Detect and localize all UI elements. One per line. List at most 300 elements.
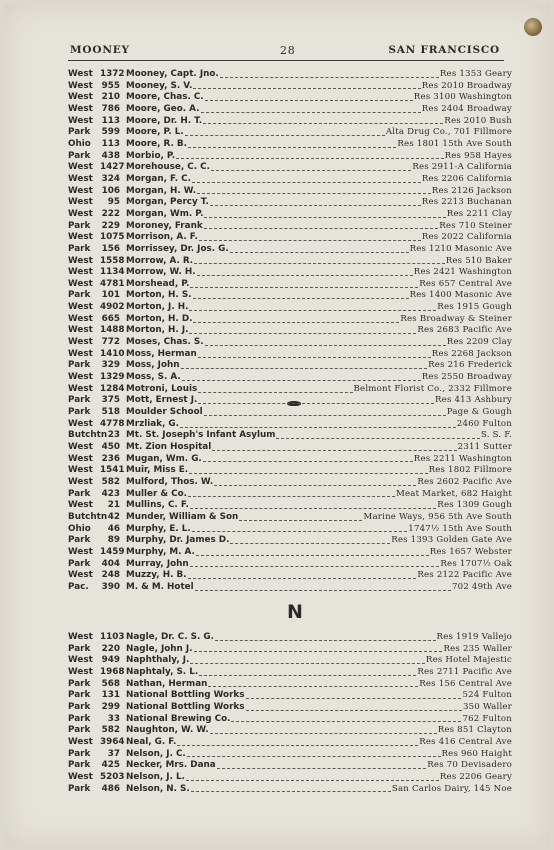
phone-number: 5203	[100, 771, 125, 782]
phone-number: 786	[101, 103, 120, 114]
listing-row	[68, 197, 512, 209]
exchange-name: Park	[68, 407, 91, 418]
listing-row	[68, 535, 512, 547]
dot-leader	[192, 530, 408, 532]
phone-number: 210	[101, 92, 120, 103]
dot-leader	[230, 542, 390, 544]
address: Res 1393 Golden Gate Ave	[391, 535, 512, 546]
listing-row	[68, 372, 512, 384]
exchange-name: West	[68, 302, 93, 313]
subscriber-name: Morrow, A. R.	[126, 255, 194, 266]
subscriber-name: Mugan, Wm. G.	[126, 453, 202, 464]
phone-number: 248	[101, 570, 120, 581]
phone-number: 772	[101, 337, 120, 348]
dot-leader	[204, 227, 439, 229]
address: Res 960 Haight	[441, 748, 512, 759]
exchange-name: West	[68, 337, 93, 348]
address: 762 Fulton	[462, 713, 512, 724]
address: Res 1802 Fillmore	[428, 465, 512, 476]
listing-row	[68, 690, 512, 702]
address: Res 2209 Clay	[446, 337, 512, 348]
dot-leader	[198, 391, 352, 393]
dot-leader	[182, 379, 421, 381]
dot-leader	[214, 484, 416, 486]
subscriber-name: Naphtaly, S. L.	[126, 666, 199, 677]
exchange-name: West	[68, 185, 93, 196]
address: Res 710 Steiner	[439, 220, 512, 231]
subscriber-name: Mulford, Thos. W.	[126, 476, 214, 487]
subscriber-name: Morgan, Wm. P.	[126, 208, 204, 219]
subscriber-name: Morbio, P.	[126, 150, 176, 161]
subscriber-name: Mt. Zion Hospital	[126, 442, 212, 452]
listing-row	[68, 325, 512, 337]
subscriber-name: Mt. St. Joseph's Infant Asylum	[126, 430, 276, 441]
exchange-name: West	[68, 232, 93, 243]
phone-number: 1541	[100, 465, 125, 476]
listing-row	[68, 69, 512, 81]
listing-row	[68, 679, 512, 691]
subscriber-name: Morgan, F. C.	[126, 173, 191, 184]
exchange-name: West	[68, 383, 93, 394]
phone-number: 23	[107, 430, 120, 441]
phone-number: 1968	[100, 666, 125, 677]
address: Res Hotel Majestic	[425, 655, 512, 666]
subscriber-name: Moore, Dr. H. T.	[126, 115, 203, 126]
exchange-name: West	[68, 313, 93, 324]
listing-row	[68, 174, 512, 186]
subscriber-name: Muir, Miss E.	[126, 465, 189, 476]
listing-row	[68, 302, 512, 314]
listing-row	[68, 632, 512, 644]
listing-row	[68, 256, 512, 268]
address: 2311 Sutter	[457, 442, 512, 452]
address: S. S. F.	[480, 430, 512, 441]
phone-number: 21	[107, 500, 120, 511]
exchange-name: West	[68, 103, 93, 114]
listing-row	[68, 655, 512, 667]
exchange-name: West	[68, 736, 93, 747]
address: Res 1801 15th Ave South	[397, 138, 512, 149]
dot-leader	[190, 565, 440, 567]
dot-leader	[193, 321, 399, 323]
exchange-name: West	[68, 348, 93, 359]
address: Res 1657 Webster	[429, 546, 512, 557]
subscriber-name: Moulder School	[126, 407, 203, 418]
listing-row	[68, 232, 512, 244]
phone-number: 423	[101, 488, 120, 499]
address: Res 2010 Broadway	[421, 80, 512, 91]
listing-row	[68, 139, 512, 151]
phone-number: 37	[107, 748, 120, 759]
exchange-name: West	[68, 278, 93, 289]
listing-row	[68, 644, 512, 656]
phone-number: 46	[107, 523, 120, 534]
dot-leader	[197, 192, 431, 194]
address: Res 1919 Vallejo	[436, 632, 512, 642]
subscriber-name: Moss, Herman	[126, 348, 197, 359]
dot-leader	[210, 732, 437, 734]
address: 524 Fulton	[462, 690, 512, 701]
address: Res 2602 Pacific Ave	[417, 476, 512, 487]
subscriber-name: National Bottling Works	[126, 690, 245, 701]
exchange-name: West	[68, 92, 93, 103]
dot-leader	[208, 685, 418, 687]
address: Res 2911-A California	[412, 162, 512, 173]
staple-mark	[524, 18, 542, 36]
phone-number: 33	[107, 713, 120, 724]
listing-row	[68, 92, 512, 104]
subscriber-name: Morgan, Percy T.	[126, 197, 209, 208]
subscriber-name: Murphy, E. L.	[126, 523, 191, 534]
phone-number: 582	[101, 476, 120, 487]
dot-leader	[220, 76, 439, 78]
header-city: SAN FRANCISCO	[388, 44, 500, 56]
phone-number: 1134	[100, 267, 125, 278]
exchange-name: Park	[68, 220, 91, 231]
address: Res 2022 California	[421, 232, 512, 243]
subscriber-name: Nelson, J. L.	[126, 771, 185, 782]
section-letter: N	[287, 601, 303, 623]
exchange-name: Park	[68, 243, 91, 254]
exchange-name: West	[68, 197, 93, 208]
phone-number: 450	[101, 442, 120, 452]
address: Res 2206 California	[421, 173, 512, 184]
listing-row	[68, 702, 512, 714]
address: Res 510 Baker	[445, 255, 512, 266]
phone-number: 568	[101, 678, 120, 689]
dot-leader	[217, 767, 427, 769]
dot-leader	[212, 449, 456, 451]
exchange-name: Ohio	[68, 138, 91, 149]
subscriber-name: Moore, P. L.	[126, 127, 184, 138]
phone-number: 4781	[100, 278, 125, 289]
dot-leader	[205, 344, 446, 346]
dot-leader	[196, 554, 429, 556]
subscriber-name: Naphthaly, J.	[126, 655, 190, 666]
address: Res 2421 Washington	[413, 267, 512, 278]
subscriber-name: Morgan, H. W.	[126, 185, 197, 196]
phone-number: 220	[101, 643, 120, 654]
listing-row	[68, 772, 512, 784]
subscriber-name: Moore, Geo. A.	[126, 103, 200, 114]
dot-leader	[180, 426, 456, 428]
listing-row	[68, 209, 512, 221]
dot-leader	[187, 755, 441, 757]
subscriber-name: Mullins, C. F.	[126, 500, 189, 511]
subscriber-name: Nagle, John J.	[126, 643, 193, 654]
exchange-name: West	[68, 546, 93, 557]
listing-row	[68, 162, 512, 174]
exchange-name: West	[68, 80, 93, 91]
address: Res 2126 Jackson	[431, 185, 512, 196]
address: Res 70 Devisadero	[427, 760, 512, 771]
exchange-name: West	[68, 476, 93, 487]
listing-row	[68, 419, 512, 431]
subscriber-name: Motroni, Louis	[126, 383, 198, 394]
address: Res 2122 Pacific Ave	[417, 570, 512, 581]
address: Res 2206 Geary	[439, 771, 512, 782]
header-rule	[68, 60, 504, 61]
listing-row	[68, 384, 512, 396]
phone-number: 1459	[100, 546, 125, 557]
subscriber-name: Morton, H. J.	[126, 325, 189, 336]
exchange-name: Butchtn	[68, 430, 108, 441]
subscriber-name: Muller & Co.	[126, 488, 187, 499]
subscriber-name: Mott, Ernest J.	[126, 395, 198, 406]
listing-row	[68, 714, 512, 726]
dot-leader	[194, 262, 445, 264]
exchange-name: West	[68, 69, 93, 79]
subscriber-name: Murphy, M. A.	[126, 546, 195, 557]
listing-row	[68, 784, 512, 796]
exchange-name: Park	[68, 725, 91, 736]
listing-row	[68, 725, 512, 737]
dot-leader	[189, 332, 416, 334]
exchange-name: West	[68, 267, 93, 278]
address: 2460 Fulton	[456, 418, 512, 429]
exchange-name: Park	[68, 150, 91, 161]
exchange-name: Park	[68, 690, 91, 701]
dot-leader	[211, 169, 411, 171]
listing-m-section	[68, 69, 512, 594]
exchange-name: West	[68, 500, 93, 511]
dot-leader	[194, 650, 443, 652]
phone-number: 949	[101, 655, 120, 666]
subscriber-name: Morehouse, C. C.	[126, 162, 210, 173]
phone-number: 229	[101, 220, 120, 231]
listing-row	[68, 547, 512, 559]
exchange-name: West	[68, 666, 93, 677]
exchange-name: Park	[68, 678, 91, 689]
phone-number: 3964	[100, 736, 125, 747]
subscriber-name: Morrissey, Dr. Jos. G.	[126, 243, 229, 254]
subscriber-name: Mooney, S. V.	[126, 80, 193, 91]
exchange-name: Park	[68, 701, 91, 712]
address: Res 416 Central Ave	[419, 736, 512, 747]
dot-leader	[186, 779, 439, 781]
listing-row	[68, 349, 512, 361]
dot-leader	[246, 697, 462, 699]
dot-leader	[199, 674, 416, 676]
address: Res 1210 Masonic Ave	[409, 243, 512, 254]
address: Res 2711 Pacific Ave	[417, 666, 512, 677]
phone-number: 236	[101, 453, 120, 464]
listing-row	[68, 186, 512, 198]
phone-number: 375	[101, 395, 120, 406]
dot-leader	[203, 122, 443, 124]
exchange-name: West	[68, 771, 93, 782]
phone-number: 425	[101, 760, 120, 771]
subscriber-name: Moses, Chas. S.	[126, 337, 204, 348]
dot-leader	[197, 274, 413, 276]
address: Res 2010 Bush	[444, 115, 512, 126]
dot-leader	[230, 251, 409, 253]
page-number: 28	[280, 44, 296, 57]
dot-leader	[190, 286, 418, 288]
exchange-name: West	[68, 173, 93, 184]
dot-leader	[195, 589, 451, 591]
phone-number: 1410	[100, 348, 125, 359]
address: Res 235 Waller	[443, 643, 512, 654]
dot-leader	[193, 297, 409, 299]
listing-row	[68, 221, 512, 233]
dot-leader	[191, 790, 391, 792]
phone-number: 582	[101, 725, 120, 736]
dot-leader	[188, 577, 417, 579]
address: Alta Drug Co., 701 Fillmore	[385, 127, 512, 138]
dot-leader	[190, 662, 425, 664]
dot-leader	[204, 216, 445, 218]
dot-leader	[198, 356, 431, 358]
listing-row	[68, 454, 512, 466]
listing-row	[68, 314, 512, 326]
listing-row	[68, 267, 512, 279]
phone-number: 101	[101, 290, 120, 301]
exchange-name: Park	[68, 535, 91, 546]
subscriber-name: Morton, H. S.	[126, 290, 192, 301]
dot-leader	[210, 204, 421, 206]
phone-number: 1284	[100, 383, 125, 394]
address: Res 156 Central Ave	[419, 678, 512, 689]
phone-number: 156	[101, 243, 120, 254]
phone-number: 665	[101, 313, 120, 324]
subscriber-name: Moore, Chas. C.	[126, 92, 204, 103]
exchange-name: Park	[68, 360, 91, 371]
exchange-name: West	[68, 442, 93, 452]
dot-leader	[276, 437, 480, 439]
subscriber-name: Mooney, Capt. Jno.	[126, 69, 219, 79]
phone-number: 1427	[100, 162, 125, 173]
listing-row	[68, 465, 512, 477]
phone-number: 4902	[100, 302, 125, 313]
subscriber-name: Morrow, W. H.	[126, 267, 196, 278]
listing-row	[68, 104, 512, 116]
listing-n-section	[68, 632, 512, 795]
listing-row	[68, 360, 512, 372]
phone-number: 486	[101, 783, 120, 794]
subscriber-name: National Bottling Works	[126, 701, 245, 712]
address: Res 1915 Gough	[437, 302, 512, 313]
phone-number: 599	[101, 127, 120, 138]
subscriber-name: Nelson, N. S.	[126, 783, 190, 794]
exchange-name: Park	[68, 783, 91, 794]
phone-number: 1103	[100, 632, 125, 642]
exchange-name: West	[68, 162, 93, 173]
phone-number: 42	[107, 511, 120, 522]
address: Res 2211 Washington	[413, 453, 512, 464]
phone-number: 89	[107, 535, 120, 546]
listing-row	[68, 407, 512, 419]
dot-leader	[231, 720, 461, 722]
address: Res 1309 Gough	[437, 500, 512, 511]
subscriber-name: Morrison, A. F.	[126, 232, 198, 243]
listing-row	[68, 430, 512, 442]
exchange-name: West	[68, 255, 93, 266]
page-header	[70, 42, 500, 62]
listing-row	[68, 395, 512, 407]
subscriber-name: Murray, John	[126, 558, 189, 569]
address: Belmont Florist Co., 2332 Fillmore	[353, 383, 512, 394]
subscriber-name: Nelson, J. C.	[126, 748, 186, 759]
phone-number: 113	[101, 115, 120, 126]
dot-leader	[215, 639, 436, 641]
address: Res 2211 Clay	[446, 208, 512, 219]
address: Res 2268 Jackson	[431, 348, 512, 359]
listing-row	[68, 81, 512, 93]
exchange-name: West	[68, 655, 93, 666]
subscriber-name: Neal, G. F.	[126, 736, 177, 747]
header-guide-word: MOONEY	[70, 44, 130, 56]
dot-leader	[189, 472, 427, 474]
listing-row	[68, 489, 512, 501]
subscriber-name: Munder, William & Son	[126, 511, 239, 522]
listing-row	[68, 244, 512, 256]
phone-number: 955	[101, 80, 120, 91]
phone-number: 1075	[100, 232, 125, 243]
listing-row	[68, 127, 512, 139]
exchange-name: West	[68, 632, 93, 642]
phone-number: 390	[101, 581, 120, 592]
dot-leader	[190, 507, 436, 509]
subscriber-name: Nagle, Dr. C. S. G.	[126, 632, 214, 642]
exchange-name: West	[68, 115, 93, 126]
phone-number: 404	[101, 558, 120, 569]
listing-row	[68, 737, 512, 749]
exchange-name: West	[68, 570, 93, 581]
phone-number: 95	[107, 197, 120, 208]
listing-row	[68, 760, 512, 772]
phone-number: 329	[101, 360, 120, 371]
address: Marine Ways, 956 5th Ave South	[363, 511, 512, 522]
exchange-name: Butchtn	[68, 511, 108, 522]
subscriber-name: M. & M. Hotel	[126, 581, 194, 592]
dot-leader	[185, 134, 385, 136]
dot-leader	[246, 709, 462, 711]
address: Meat Market, 682 Haight	[395, 488, 512, 499]
dot-leader	[199, 239, 421, 241]
dot-leader	[188, 146, 396, 148]
exchange-name: Park	[68, 127, 91, 138]
address: Res 1707½ Oak	[440, 558, 512, 569]
subscriber-name: Moroney, Frank	[126, 220, 203, 231]
phone-number: 299	[101, 701, 120, 712]
phone-number: 131	[101, 690, 120, 701]
exchange-name: West	[68, 418, 93, 429]
phone-number: 106	[101, 185, 120, 196]
dot-leader	[239, 519, 362, 521]
exchange-name: Park	[68, 643, 91, 654]
address: Res 851 Clayton	[437, 725, 512, 736]
phone-number: 4778	[100, 418, 125, 429]
subscriber-name: Morton, J. H.	[126, 302, 189, 313]
subscriber-name: National Brewing Co.	[126, 713, 231, 724]
exchange-name: West	[68, 453, 93, 464]
dot-leader	[204, 414, 446, 416]
listing-row	[68, 512, 512, 524]
subscriber-name: Mrzliak, G.	[126, 418, 179, 429]
listing-row	[68, 582, 512, 594]
dot-leader	[205, 99, 413, 101]
address: Res 657 Central Ave	[419, 278, 512, 289]
phone-number: 324	[101, 173, 120, 184]
address: 350 Waller	[462, 701, 512, 712]
exchange-name: West	[68, 465, 93, 476]
subscriber-name: Nathan, Herman	[126, 678, 208, 689]
listing-row	[68, 290, 512, 302]
exchange-name: Park	[68, 395, 91, 406]
address: Page & Gough	[446, 407, 512, 418]
address: Res 2213 Buchanan	[421, 197, 512, 208]
